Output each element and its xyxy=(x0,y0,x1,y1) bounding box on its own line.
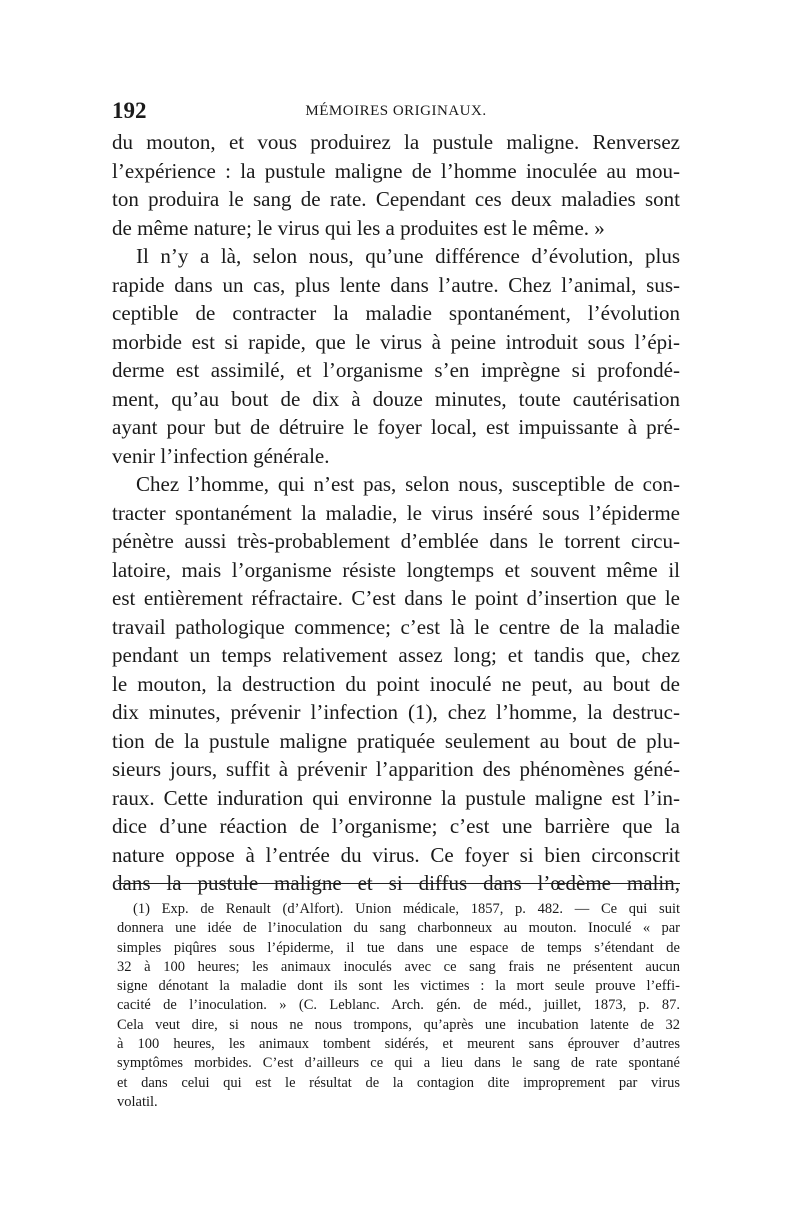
footnotes xyxy=(117,900,680,1112)
running-title: MÉMOIRES ORIGINAUX. xyxy=(305,103,487,119)
text-line: latoire, mais l’organisme résiste longtemps et souvent même il xyxy=(112,557,680,582)
footnote-separator xyxy=(118,883,680,884)
footnote-line: donnera une idée de l’inoculation du sang charbonneux au mouton. Inoculé « par xyxy=(117,920,680,937)
text-line: de même nature; le virus qui les a produites est le même. » xyxy=(112,215,605,240)
page-header xyxy=(112,98,680,128)
text-line: est entièrement réfractaire. C’est dans le point d’insertion que le xyxy=(112,586,680,610)
footnote-line: (1) Exp. de Renault (d’Alfort). Union médicale, 1857, p. 482. — Ce qui suit xyxy=(133,901,680,917)
text-line: raux. Cette induration qui environne la pustule maligne est l’in- xyxy=(112,785,680,810)
text-line: pénètre aussi très-probablement d’emblée dans le torrent circu- xyxy=(112,529,680,553)
text-line: tracter spontanément la maladie, le virus inséré sous l’épiderme xyxy=(112,500,680,525)
text-line: sieurs jours, suffit à prévenir l’apparition des phénomènes géné- xyxy=(112,757,680,781)
footnote-line: 32 à 100 heures; les animaux inoculés avec ce sang frais ne présentent aucun xyxy=(117,958,680,975)
footnote-line: simples piqûres sous l’épiderme, il tue dans une espace de temps s’étendant de xyxy=(117,939,680,956)
text-line: le mouton, la destruction du point inoculé ne peut, au bout de xyxy=(112,671,680,696)
footnote-line: signe dénotant la maladie dont ils sont les victimes : la mort seule prouve l’effi- xyxy=(117,978,680,995)
footnote-line: et dans celui qui est le résultat de la contagion dite improprement par virus xyxy=(117,1074,680,1091)
text-line: tion de la pustule maligne pratiquée seulement au bout de plu- xyxy=(112,728,680,753)
text-line: derme est assimilé, et l’organisme s’en imprègne si profondé- xyxy=(112,358,680,382)
text-line: ment, qu’au bout de dix à douze minutes, toute cautérisation xyxy=(112,386,680,411)
page-number: 192 xyxy=(112,98,147,123)
text-line: morbide est si rapide, que le virus à peine introduit sous l’épi- xyxy=(112,329,680,354)
text-line: pendant un temps relativement assez long; et tandis que, chez xyxy=(112,643,680,667)
text-line: l’expérience : la pustule maligne de l’homme inoculée au mou- xyxy=(112,158,680,183)
text-line: dix minutes, prévenir l’infection (1), chez l’homme, la destruc- xyxy=(112,700,680,724)
text-line: du mouton, et vous produirez la pustule maligne. Renversez xyxy=(112,130,680,154)
text-line: Chez l’homme, qui n’est pas, selon nous, susceptible de con- xyxy=(136,472,680,496)
text-line: ton produira le sang de rate. Cependant ces deux maladies sont xyxy=(112,187,680,211)
text-line: rapide dans un cas, plus lente dans l’autre. Chez l’animal, sus- xyxy=(112,272,680,297)
text-line: dice d’une réaction de l’organisme; c’est une barrière que la xyxy=(112,814,680,838)
body-text xyxy=(112,128,680,898)
footnote-line: symptômes morbides. C’est d’ailleurs ce qui a lieu dans le sang de rate spontané xyxy=(117,1055,680,1072)
footnote-line: Cela veut dire, si nous ne nous trompons, qu’après une incubation latente de 32 xyxy=(117,1016,680,1033)
text-line: ayant pour but de détruire le foyer local, est impuissante à pré- xyxy=(112,415,680,439)
text-line: ceptible de contracter la maladie spontanément, l’évolution xyxy=(112,301,680,325)
text-line: nature oppose à l’entrée du virus. Ce foyer si bien circonscrit xyxy=(112,842,680,867)
footnote-line: cacité de l’inoculation. » (C. Leblanc. Arch. gén. de méd., juillet, 1873, p. 87. xyxy=(117,997,680,1014)
text-line: dans la pustule maligne et si diffus dans l’œdème malin, xyxy=(112,871,680,895)
text-line: Il n’y a là, selon nous, qu’une différence d’évolution, plus xyxy=(136,244,680,268)
footnote-line: volatil. xyxy=(117,1093,158,1110)
text-line: travail pathologique commence; c’est là le centre de la maladie xyxy=(112,614,680,639)
footnote-line: à 100 heures, les animaux tombent sidérés, et meurent sans éprouver d’autres xyxy=(117,1036,680,1053)
text-line: venir l’infection générale. xyxy=(112,443,330,468)
